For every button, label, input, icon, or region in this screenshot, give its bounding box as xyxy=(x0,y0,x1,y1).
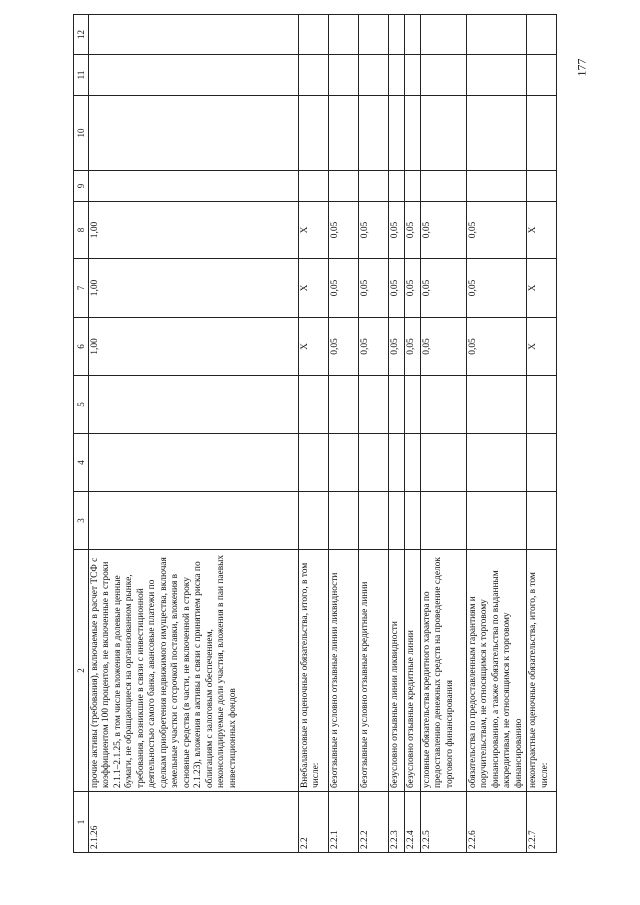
cell-col7: 0,05 xyxy=(359,259,389,318)
cell-col4 xyxy=(467,434,527,492)
table-row xyxy=(405,15,421,853)
cell-col7: X xyxy=(299,259,329,318)
cell-col10 xyxy=(329,96,359,171)
cell-col12 xyxy=(527,15,557,55)
cell-col4 xyxy=(389,434,405,492)
cell-col4 xyxy=(405,434,421,492)
cell-col5 xyxy=(89,376,299,434)
cell-col11 xyxy=(527,55,557,96)
cell-col6: 0,05 xyxy=(359,318,389,376)
cell-col4 xyxy=(421,434,467,492)
cell-col8: 0,05 xyxy=(359,202,389,259)
cell-col3 xyxy=(389,492,405,550)
cell-col12 xyxy=(389,15,405,55)
cell-col4 xyxy=(359,434,389,492)
cell-col7: 0,05 xyxy=(329,259,359,318)
cell-col5 xyxy=(389,376,405,434)
cell-col12 xyxy=(329,15,359,55)
cell-col7: X xyxy=(527,259,557,318)
row-description: безусловно отзывные линии ликвидности xyxy=(389,550,405,792)
cell-col11 xyxy=(329,55,359,96)
cell-col5 xyxy=(405,376,421,434)
cell-col3 xyxy=(421,492,467,550)
cell-col7: 1,00 xyxy=(89,259,299,318)
cell-col11 xyxy=(389,55,405,96)
cell-col5 xyxy=(527,376,557,434)
cell-col6: 0,05 xyxy=(421,318,467,376)
row-number: 2.2.6 xyxy=(467,792,527,853)
cell-col8: 0,05 xyxy=(405,202,421,259)
page-number: 177 xyxy=(574,58,589,77)
cell-col8: 0,05 xyxy=(389,202,405,259)
cell-col6: X xyxy=(299,318,329,376)
cell-col9 xyxy=(89,171,299,202)
cell-col10 xyxy=(527,96,557,171)
cell-col12 xyxy=(359,15,389,55)
cell-col5 xyxy=(299,376,329,434)
column-header: 8 xyxy=(74,202,89,259)
cell-col10 xyxy=(359,96,389,171)
cell-col11 xyxy=(421,55,467,96)
cell-col9 xyxy=(389,171,405,202)
table-row xyxy=(421,15,467,853)
cell-col7: 0,05 xyxy=(421,259,467,318)
cell-col5 xyxy=(359,376,389,434)
cell-col10 xyxy=(405,96,421,171)
column-header: 4 xyxy=(74,434,89,492)
column-header: 6 xyxy=(74,318,89,376)
cell-col8: 1,00 xyxy=(89,202,299,259)
cell-col8: X xyxy=(299,202,329,259)
cell-col10 xyxy=(299,96,329,171)
table-row xyxy=(359,15,389,853)
cell-col9 xyxy=(299,171,329,202)
row-number: 2.2.3 xyxy=(389,792,405,853)
cell-col6: 0,05 xyxy=(329,318,359,376)
cell-col5 xyxy=(421,376,467,434)
row-description: неконтрактные оценочные обязательства, итого, в том числе: xyxy=(527,550,557,792)
cell-col4 xyxy=(329,434,359,492)
table-row xyxy=(527,15,557,853)
row-description: безотзывные и условно отзывные кредитные линии xyxy=(359,550,389,792)
row-number: 2.1.26 xyxy=(89,792,299,853)
row-number: 2.2.1 xyxy=(329,792,359,853)
column-header: 10 xyxy=(74,96,89,171)
column-header: 7 xyxy=(74,259,89,318)
cell-col11 xyxy=(359,55,389,96)
table-row xyxy=(299,15,329,853)
cell-col9 xyxy=(405,171,421,202)
table-row xyxy=(389,15,405,853)
row-description: безусловно отзывные кредитные линии xyxy=(405,550,421,792)
cell-col10 xyxy=(421,96,467,171)
cell-col7: 0,05 xyxy=(405,259,421,318)
cell-col12 xyxy=(405,15,421,55)
header-row xyxy=(74,15,89,853)
column-header: 2 xyxy=(74,550,89,792)
table-row xyxy=(329,15,359,853)
cell-col6: 0,05 xyxy=(467,318,527,376)
row-number: 2.2 xyxy=(299,792,329,853)
row-number: 2.2.5 xyxy=(421,792,467,853)
cell-col9 xyxy=(359,171,389,202)
cell-col11 xyxy=(467,55,527,96)
cell-col3 xyxy=(299,492,329,550)
column-header: 3 xyxy=(74,492,89,550)
cell-col12 xyxy=(89,15,299,55)
cell-col10 xyxy=(467,96,527,171)
cell-col10 xyxy=(389,96,405,171)
cell-col9 xyxy=(329,171,359,202)
rotated-table-wrapper xyxy=(73,15,556,853)
cell-col3 xyxy=(359,492,389,550)
cell-col6: 1,00 xyxy=(89,318,299,376)
row-number: 2.2.2 xyxy=(359,792,389,853)
cell-col3 xyxy=(405,492,421,550)
cell-col6: 0,05 xyxy=(405,318,421,376)
cell-col11 xyxy=(299,55,329,96)
cell-col12 xyxy=(299,15,329,55)
column-header: 12 xyxy=(74,15,89,55)
cell-col4 xyxy=(299,434,329,492)
cell-col3 xyxy=(89,492,299,550)
ratio-table xyxy=(73,14,557,853)
cell-col9 xyxy=(527,171,557,202)
cell-col5 xyxy=(329,376,359,434)
cell-col12 xyxy=(467,15,527,55)
row-description: обязательства по предоставленным гарантиям и поручительствам, не относящимся к торговому финансированию, а также обязательства по выданным аккредитивам, не относящимся к торговому финансированию xyxy=(467,550,527,792)
row-description: прочие активы (требования), включаемые в расчет ТСФ с коэффициентом 100 процентов, не включенные в строки 2.1.1–2.1.25, в том числе вложения в долевые ценные бумаги, не обращающиеся на организованном рынке, требования, возникшие в связи с инвестиционной деятельностью самого банка, авансовые платежи по сделкам приобретения недвижимого имущества, включая земельные участки с отсрочкой поставки, вложения в основные средства (в части, не включенной в строку 2.1.23), вложения в активы в связи с принятием риска по облигациям с залоговым обеспечением, неконсолидируемые доли участия, вложения в паи паевых инвестиционных фондов xyxy=(89,550,299,792)
row-number: 2.2.7 xyxy=(527,792,557,853)
cell-col12 xyxy=(421,15,467,55)
row-description: Внебалансовые и оценочные обязательства, итого, в том числе: xyxy=(299,550,329,792)
cell-col8: X xyxy=(527,202,557,259)
table-row xyxy=(467,15,527,853)
cell-col7: 0,05 xyxy=(467,259,527,318)
cell-col9 xyxy=(467,171,527,202)
row-description: условные обязательства кредитного характера по предоставлению денежных средств на проведение сделок торгового финансирования xyxy=(421,550,467,792)
cell-col6: X xyxy=(527,318,557,376)
cell-col7: 0,05 xyxy=(389,259,405,318)
cell-col5 xyxy=(467,376,527,434)
table-row xyxy=(89,15,299,853)
cell-col3 xyxy=(329,492,359,550)
cell-col10 xyxy=(89,96,299,171)
row-description: безотзывные и условно отзывные линии ликвидности xyxy=(329,550,359,792)
cell-col11 xyxy=(405,55,421,96)
column-header: 9 xyxy=(74,171,89,202)
cell-col8: 0,05 xyxy=(329,202,359,259)
cell-col8: 0,05 xyxy=(467,202,527,259)
cell-col4 xyxy=(527,434,557,492)
cell-col6: 0,05 xyxy=(389,318,405,376)
column-header: 1 xyxy=(74,792,89,853)
row-number: 2.2.4 xyxy=(405,792,421,853)
cell-col8: 0,05 xyxy=(421,202,467,259)
column-header: 5 xyxy=(74,376,89,434)
cell-col4 xyxy=(89,434,299,492)
cell-col3 xyxy=(467,492,527,550)
cell-col11 xyxy=(89,55,299,96)
cell-col9 xyxy=(421,171,467,202)
cell-col3 xyxy=(527,492,557,550)
column-header: 11 xyxy=(74,55,89,96)
